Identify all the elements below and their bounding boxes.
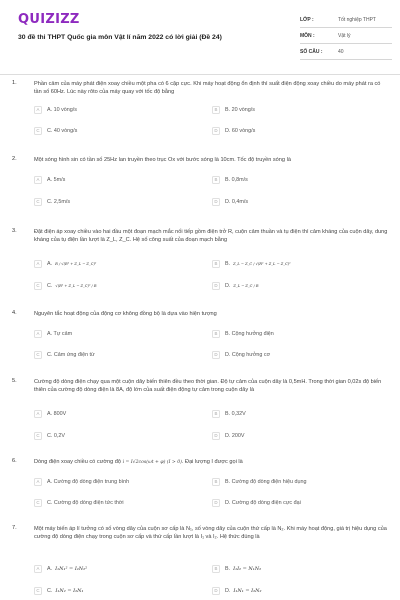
option-b[interactable] <box>212 174 380 185</box>
option-d[interactable] <box>212 280 380 291</box>
question-2 <box>12 156 390 212</box>
option-letter-box: C <box>34 587 42 595</box>
question-7 <box>12 525 390 600</box>
option-prefix: A. <box>47 260 53 267</box>
question-number: 6. <box>12 458 17 464</box>
option-letter-box: A <box>34 330 42 338</box>
option-formula: I₁N₁² = I₂N₂² <box>55 565 88 572</box>
question-1 <box>12 80 390 140</box>
option-letter-box: C <box>34 282 42 290</box>
question-number: 2. <box>12 156 17 162</box>
option-text: D. Cộng hưởng cơ <box>225 351 271 358</box>
option-text: B. Cộng hưởng điện <box>225 330 274 337</box>
option-text: A. 800V <box>47 410 67 417</box>
question-number: 5. <box>12 378 17 384</box>
option-a[interactable] <box>34 174 202 185</box>
option-letter-box: C <box>34 127 42 135</box>
meta-row-count <box>300 44 392 60</box>
option-a[interactable] <box>34 476 202 487</box>
question-text <box>34 458 389 467</box>
option-c[interactable] <box>34 280 202 291</box>
page-header <box>0 0 400 68</box>
question-text-after: . Đại lượng I được gọi là <box>181 459 243 465</box>
option-d[interactable] <box>212 125 380 136</box>
question-4 <box>12 310 390 366</box>
option-text: A. 10 vòng/s <box>47 106 77 113</box>
option-formula: I₁N₂ = I₂N₁ <box>55 587 84 594</box>
option-letter-box: B <box>212 106 220 114</box>
meta-row-class <box>300 12 392 28</box>
option-d[interactable] <box>212 349 380 360</box>
option-letter-box: C <box>34 198 42 206</box>
option-text: A. 5m/s <box>47 176 66 183</box>
option-text: D. 0,4m/s <box>225 198 249 205</box>
option-letter-box: A <box>34 478 42 486</box>
option-formula: R / √(R² + Z_L − Z_C)² <box>55 261 97 266</box>
option-letter-box: D <box>212 432 220 440</box>
option-letter-box: A <box>34 260 42 268</box>
document-title: 30 đề thi THPT Quốc gia môn Vật lí năm 2022 có lời giải (Đề 24) <box>18 34 222 41</box>
option-prefix: A. <box>47 565 53 572</box>
option-formula: I₁N₁ = I₂N₂ <box>233 587 262 594</box>
option-c[interactable] <box>34 196 202 207</box>
option-c[interactable] <box>34 585 202 596</box>
option-prefix: B. <box>225 260 231 267</box>
option-letter-box: B <box>212 410 220 418</box>
option-d[interactable] <box>212 585 380 596</box>
meta-row-subject <box>300 28 392 44</box>
option-d[interactable] <box>212 196 380 207</box>
option-letter-box: B <box>212 176 220 184</box>
option-a[interactable] <box>34 563 202 574</box>
option-b[interactable] <box>212 408 380 419</box>
question-text: Một máy biến áp lí tưởng có số vòng dây của cuộn sơ cấp là N₁, số vòng dây của cuộn thứ cấp là N₂. Khi máy hoạt động, giá trị hiệu dụng của cường độ dòng điện chạy trong cuộn sơ cấp và thứ cấp lần lượt là I₁ và I₂. Hệ thức đúng là <box>34 526 387 540</box>
meta-value: Tốt nghiệp THPT <box>338 16 376 23</box>
option-text: C. 0,2V <box>47 432 65 439</box>
question-3 <box>12 228 390 296</box>
meta-label: MÔN : <box>300 32 315 39</box>
option-letter-box: C <box>34 499 42 507</box>
option-c[interactable] <box>34 430 202 441</box>
option-b[interactable] <box>212 328 380 339</box>
option-c[interactable] <box>34 349 202 360</box>
option-prefix: D. <box>225 282 231 289</box>
question-text-before: Dòng điện xoay chiều có cường độ <box>34 459 122 465</box>
option-formula: I₁I₂ = N₁N₂ <box>233 565 262 572</box>
question-text: Phần cảm của máy phát điện xoay chiều một pha có 6 cặp cực. Khi máy hoạt động ổn định thì suất điện động xoay chiều do máy phát ra có tần số 60Hz. Lúc này rôto của máy quay với tốc độ bằng <box>34 81 381 95</box>
question-number: 3. <box>12 228 17 234</box>
option-letter-box: D <box>212 351 220 359</box>
header-divider <box>0 74 400 75</box>
option-formula: Z_L − Z_C / R <box>233 283 259 288</box>
option-letter-box: D <box>212 499 220 507</box>
option-text: C. Cảm ứng điện từ <box>47 351 95 358</box>
option-b[interactable] <box>212 476 380 487</box>
option-prefix: D. <box>225 587 231 594</box>
option-a[interactable] <box>34 258 202 269</box>
option-text: C. 2,5m/s <box>47 198 71 205</box>
option-letter-box: A <box>34 410 42 418</box>
option-formula: Z_L − Z_C / √(R² + Z_L − Z_C)² <box>233 261 291 266</box>
question-text: Đặt điện áp xoay chiều vào hai đầu một đoạn mạch mắc nối tiếp gồm điện trở R, cuộn cảm thuần và tụ điện thì cảm kháng của cuộn dây, dung kháng của tụ điện lần lượt là Z_L, Z_C. Hệ số công suất của đoạn mạch bằng <box>34 229 388 243</box>
option-letter-box: C <box>34 351 42 359</box>
option-letter-box: B <box>212 330 220 338</box>
question-5 <box>12 378 390 444</box>
option-prefix: C. <box>47 587 53 594</box>
option-text: D. 200V <box>225 432 245 439</box>
option-text: B. 20 vòng/s <box>225 106 255 113</box>
question-number: 4. <box>12 310 17 316</box>
option-prefix: B. <box>225 565 231 572</box>
option-text: C. Cường độ dòng điện tức thời <box>47 499 124 506</box>
option-text: B. Cường độ dòng điện hiệu dụng <box>225 478 307 485</box>
option-b[interactable] <box>212 563 380 574</box>
option-a[interactable] <box>34 328 202 339</box>
option-letter-box: A <box>34 565 42 573</box>
option-a[interactable] <box>34 104 202 115</box>
option-letter-box: B <box>212 565 220 573</box>
option-b[interactable] <box>212 104 380 115</box>
question-6 <box>12 458 390 514</box>
question-text: Nguyên tắc hoạt động của động cơ không đồng bộ là dựa vào hiện tượng <box>34 311 217 317</box>
option-letter-box: D <box>212 282 220 290</box>
current-formula: i = I√2cos(ωt + φ) (I > 0) <box>122 460 182 465</box>
option-letter-box: D <box>212 587 220 595</box>
option-text: A. Cường độ dòng điện trung bình <box>47 478 130 485</box>
option-b[interactable] <box>212 258 380 269</box>
quizizz-logo: QUIZIZZ <box>18 12 80 27</box>
question-text: Cường độ dòng điện chạy qua một cuộn dây biến thiên đều theo thời gian. Độ tự cảm của cuộn dây là 0,5mH. Trong thời gian 0,02s độ biến thiên của cường độ dòng điện là 8A, độ lớn của suất điện động tự cảm trong cuộn dây là <box>34 379 382 393</box>
option-d[interactable] <box>212 497 380 508</box>
question-number: 7. <box>12 525 17 531</box>
meta-label: SỐ CÂU : <box>300 48 323 55</box>
option-text: D. Cường độ dòng điện cực đại <box>225 499 301 506</box>
meta-table <box>300 12 392 60</box>
option-letter-box: B <box>212 478 220 486</box>
option-c[interactable] <box>34 497 202 508</box>
option-text: B. 0,32V <box>225 410 246 417</box>
question-number: 1. <box>12 80 17 86</box>
option-d[interactable] <box>212 430 380 441</box>
option-text: A. Tự cảm <box>47 330 73 337</box>
option-formula: √(R² + Z_L − Z_C)² / R <box>55 283 97 288</box>
option-text: D. 60 vòng/s <box>225 127 256 134</box>
meta-value: Vật lý <box>338 32 351 39</box>
option-text: C. 40 vòng/s <box>47 127 78 134</box>
option-letter-box: A <box>34 176 42 184</box>
option-letter-box: D <box>212 127 220 135</box>
option-text: B. 0,8m/s <box>225 176 248 183</box>
option-letter-box: B <box>212 260 220 268</box>
meta-label: LỚP : <box>300 16 314 23</box>
option-a[interactable] <box>34 408 202 419</box>
option-letter-box: A <box>34 106 42 114</box>
meta-value: 40 <box>338 48 344 55</box>
option-letter-box: C <box>34 432 42 440</box>
option-prefix: C. <box>47 282 53 289</box>
option-c[interactable] <box>34 125 202 136</box>
question-text: Một sóng hình sin có tần số 25Hz lan truyền theo trục Ox với bước sóng là 10cm. Tốc độ truyền sóng là <box>34 157 291 163</box>
option-letter-box: D <box>212 198 220 206</box>
